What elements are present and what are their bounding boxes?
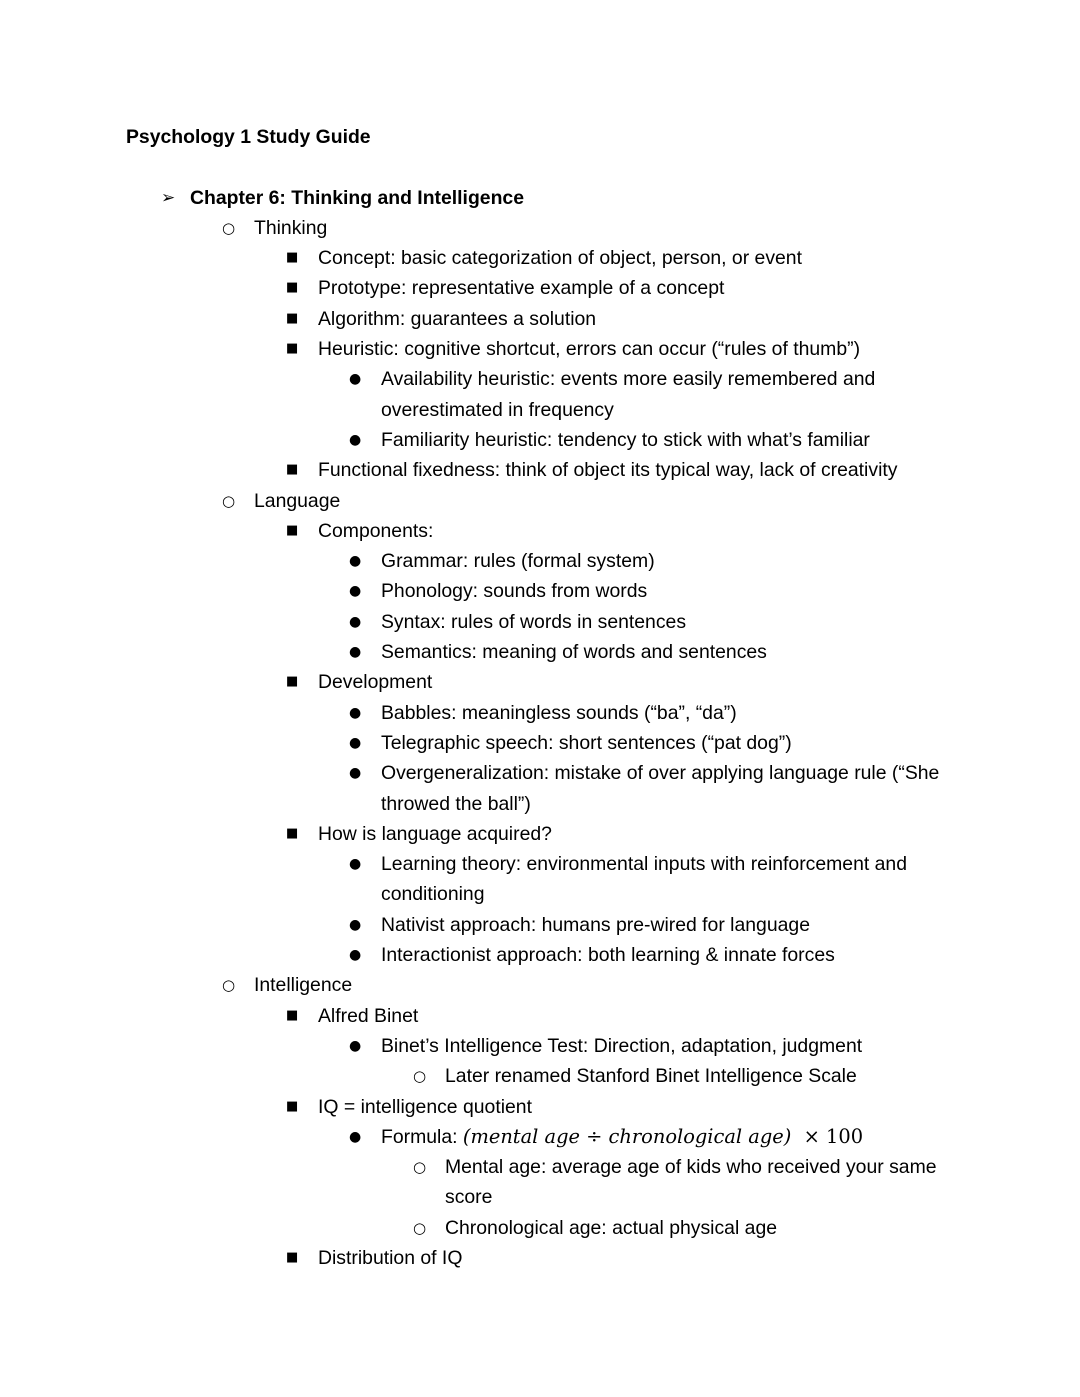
outline-item bbox=[126, 970, 954, 1000]
outline-item-text: Semantics: meaning of words and sentences bbox=[381, 641, 767, 664]
outline-item bbox=[126, 546, 954, 576]
formula-run: Formula: bbox=[381, 1125, 463, 1148]
outline-item-text: Intelligence bbox=[254, 974, 353, 997]
outline-item-text: Components: bbox=[318, 519, 434, 542]
outline-item bbox=[126, 516, 954, 546]
circle-hollow-bullet-icon: ○ bbox=[222, 491, 236, 510]
outline-item-text: Learning theory: environmental inputs with reinforcement and conditioning bbox=[381, 853, 907, 906]
outline-item-text: Later renamed Stanford Binet Intelligence Scale bbox=[445, 1065, 857, 1088]
outline-item bbox=[126, 425, 954, 455]
square-bullet-icon: ■ bbox=[286, 1249, 299, 1265]
outline-item bbox=[126, 243, 954, 273]
circle-hollow-bullet-icon: ○ bbox=[413, 1067, 427, 1086]
outline-item bbox=[126, 758, 954, 819]
circle-hollow-bullet-icon: ○ bbox=[222, 976, 236, 995]
document-content bbox=[126, 122, 954, 1273]
outline-item bbox=[126, 486, 954, 516]
outline-item bbox=[126, 273, 954, 303]
disc-bullet-icon: ● bbox=[349, 371, 362, 388]
outline-item bbox=[126, 576, 954, 606]
outline-item bbox=[126, 183, 954, 213]
outline-item bbox=[126, 1122, 954, 1152]
outline-item-text: Telegraphic speech: short sentences (“pat dog”) bbox=[381, 731, 792, 754]
outline-item bbox=[126, 304, 954, 334]
square-bullet-icon: ■ bbox=[286, 825, 299, 841]
arrow-bullet-icon: ➢ bbox=[161, 187, 176, 208]
circle-hollow-bullet-icon: ○ bbox=[222, 218, 236, 237]
outline-item bbox=[126, 849, 954, 910]
outline-item-text: Heuristic: cognitive shortcut, errors can occur (“rules of thumb”) bbox=[318, 338, 861, 361]
outline-item-text: Development bbox=[318, 671, 433, 694]
disc-bullet-icon: ● bbox=[349, 1037, 362, 1054]
disc-bullet-icon: ● bbox=[349, 947, 362, 964]
square-bullet-icon: ■ bbox=[286, 341, 299, 357]
circle-hollow-bullet-icon: ○ bbox=[413, 1158, 427, 1177]
disc-bullet-icon: ● bbox=[349, 644, 362, 661]
outline-item-text: Syntax: rules of words in sentences bbox=[381, 610, 687, 633]
outline-item bbox=[126, 1061, 954, 1091]
outline-item-text: Distribution of IQ bbox=[318, 1246, 463, 1269]
circle-hollow-bullet-icon: ○ bbox=[413, 1218, 427, 1237]
outline-item-text: Binet’s Intelligence Test: Direction, adaptation, judgment bbox=[381, 1034, 863, 1057]
outline-item-text: Babbles: meaningless sounds (“ba”, “da”) bbox=[381, 701, 737, 724]
formula-run: × 100 bbox=[791, 1124, 864, 1148]
outline-item-text: Nativist approach: humans pre-wired for language bbox=[381, 913, 810, 936]
disc-bullet-icon: ● bbox=[349, 765, 362, 782]
disc-bullet-icon: ● bbox=[349, 856, 362, 873]
outline-item-text: Grammar: rules (formal system) bbox=[381, 550, 655, 573]
outline-item-text bbox=[381, 1126, 863, 1148]
square-bullet-icon: ■ bbox=[286, 1007, 299, 1023]
outline-item-text: How is language acquired? bbox=[318, 822, 552, 845]
outline-item-text: Concept: basic categorization of object, person, or event bbox=[318, 247, 802, 270]
outline-item bbox=[126, 637, 954, 667]
outline-item-text: Thinking bbox=[254, 216, 328, 239]
outline-item-text: Availability heuristic: events more easily remembered and overestimated in frequency bbox=[381, 368, 876, 421]
outline-item bbox=[126, 940, 954, 970]
outline-item-text: Prototype: representative example of a concept bbox=[318, 277, 725, 300]
square-bullet-icon: ■ bbox=[286, 280, 299, 296]
outline-item bbox=[126, 1152, 954, 1213]
outline-item-text: Phonology: sounds from words bbox=[381, 580, 648, 603]
outline-item bbox=[126, 1092, 954, 1122]
outline-item-text: Familiarity heuristic: tendency to stick with what’s familiar bbox=[381, 428, 870, 451]
outline-item bbox=[126, 1213, 954, 1243]
disc-bullet-icon: ● bbox=[349, 613, 362, 630]
outline-item-text: Language bbox=[254, 489, 341, 512]
outline-item-text: Interactionist approach: both learning & innate forces bbox=[381, 944, 835, 967]
outline-item-text: Alfred Binet bbox=[318, 1004, 419, 1027]
document-title: Psychology 1 Study Guide bbox=[126, 126, 371, 148]
outline-item bbox=[126, 1001, 954, 1031]
square-bullet-icon: ■ bbox=[286, 674, 299, 690]
square-bullet-icon: ■ bbox=[286, 310, 299, 326]
disc-bullet-icon: ● bbox=[349, 553, 362, 570]
outline-item-text: Chapter 6: Thinking and Intelligence bbox=[190, 186, 524, 209]
outline-item bbox=[126, 667, 954, 697]
disc-bullet-icon: ● bbox=[349, 734, 362, 751]
outline-item-text: IQ = intelligence quotient bbox=[318, 1095, 532, 1118]
outline-item-text: Chronological age: actual physical age bbox=[445, 1216, 778, 1239]
disc-bullet-icon: ● bbox=[349, 916, 362, 933]
disc-bullet-icon: ● bbox=[349, 704, 362, 721]
outline-item bbox=[126, 910, 954, 940]
outline-item bbox=[126, 728, 954, 758]
disc-bullet-icon: ● bbox=[349, 431, 362, 448]
outline-item-text: Overgeneralization: mistake of over applying language rule (“She throwed the ball”) bbox=[381, 762, 940, 815]
outline-item bbox=[126, 607, 954, 637]
outline-item-text: Functional fixedness: think of object its typical way, lack of creativity bbox=[318, 459, 898, 482]
outline-item bbox=[126, 455, 954, 485]
disc-bullet-icon: ● bbox=[349, 583, 362, 600]
outline-item bbox=[126, 819, 954, 849]
outline bbox=[126, 183, 954, 1274]
square-bullet-icon: ■ bbox=[286, 462, 299, 478]
outline-item bbox=[126, 1243, 954, 1273]
square-bullet-icon: ■ bbox=[286, 522, 299, 538]
outline-item-text: Algorithm: guarantees a solution bbox=[318, 307, 597, 330]
outline-item-text: Mental age: average age of kids who received your same score bbox=[445, 1156, 937, 1209]
square-bullet-icon: ■ bbox=[286, 1098, 299, 1114]
outline-item bbox=[126, 364, 954, 425]
formula-run: (mental age ÷ chronological age) bbox=[462, 1124, 792, 1148]
outline-item bbox=[126, 698, 954, 728]
square-bullet-icon: ■ bbox=[286, 250, 299, 266]
disc-bullet-icon: ● bbox=[349, 1128, 362, 1145]
outline-item bbox=[126, 1031, 954, 1061]
outline-item bbox=[126, 334, 954, 364]
outline-item bbox=[126, 213, 954, 243]
